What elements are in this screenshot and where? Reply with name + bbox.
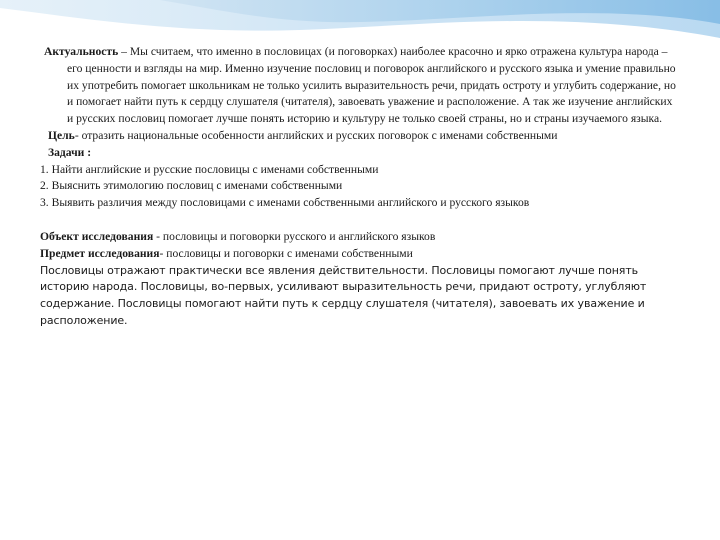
object-text: - пословицы и поговорки русского и английского языков [153, 229, 436, 243]
object-label: Объект исследования [40, 229, 154, 243]
task-item: 3. Выявить различия между пословицами с именами собственными английского и русского языков [40, 196, 530, 210]
task-item: 1. Найти английские и русские пословицы с именами собственными [40, 162, 379, 176]
goal-text: - отразить национальные особенности английских и русских поговорок с именами собственными [74, 128, 558, 142]
document-body [40, 44, 680, 330]
subject-paragraph [40, 246, 680, 263]
subject-text: - пословицы и поговорки с именами собственными [159, 246, 413, 260]
goal-paragraph [40, 128, 680, 145]
subject-label: Предмет исследования [40, 246, 160, 260]
task-item: 2. Выяснить этимологию пословиц с именами собственными [40, 179, 343, 193]
tasks-heading: Задачи : [48, 145, 92, 159]
goal-label: Цель [48, 128, 75, 142]
conclusion-paragraph: Пословицы отражают практически все явления действительности. Пословицы помогают лучше понять историю народа. Пословицы, во-первых, усиливают выразительность речи, придают остроту, углубляют содержание. Пословицы помогают найти путь к сердцу слушателя (читателя), завоевать их уважение и расположение. [40, 263, 647, 327]
spacer [40, 212, 680, 229]
relevance-label: Актуальность [44, 45, 119, 58]
relevance-paragraph [40, 44, 680, 128]
object-paragraph [40, 229, 680, 246]
relevance-text: – Мы считаем, что именно в пословицах (и поговорках) наиболее красочно и ярко отражена культура народа – его ценности и взгляды на мир. Именно изучение пословиц и поговорок английского и русского языка и умение правильно их употребить помогает школьникам не только усилить выразительность речи, придать остроту и углубить содержание, но и помогает найти путь к сердцу слушателя (читателя), завоевать уважение и расположение. А так же изучение английских и русских пословиц помогает лучше понять историю и культуру не только своей страны, но и страны изучаемого языка. [67, 45, 676, 126]
